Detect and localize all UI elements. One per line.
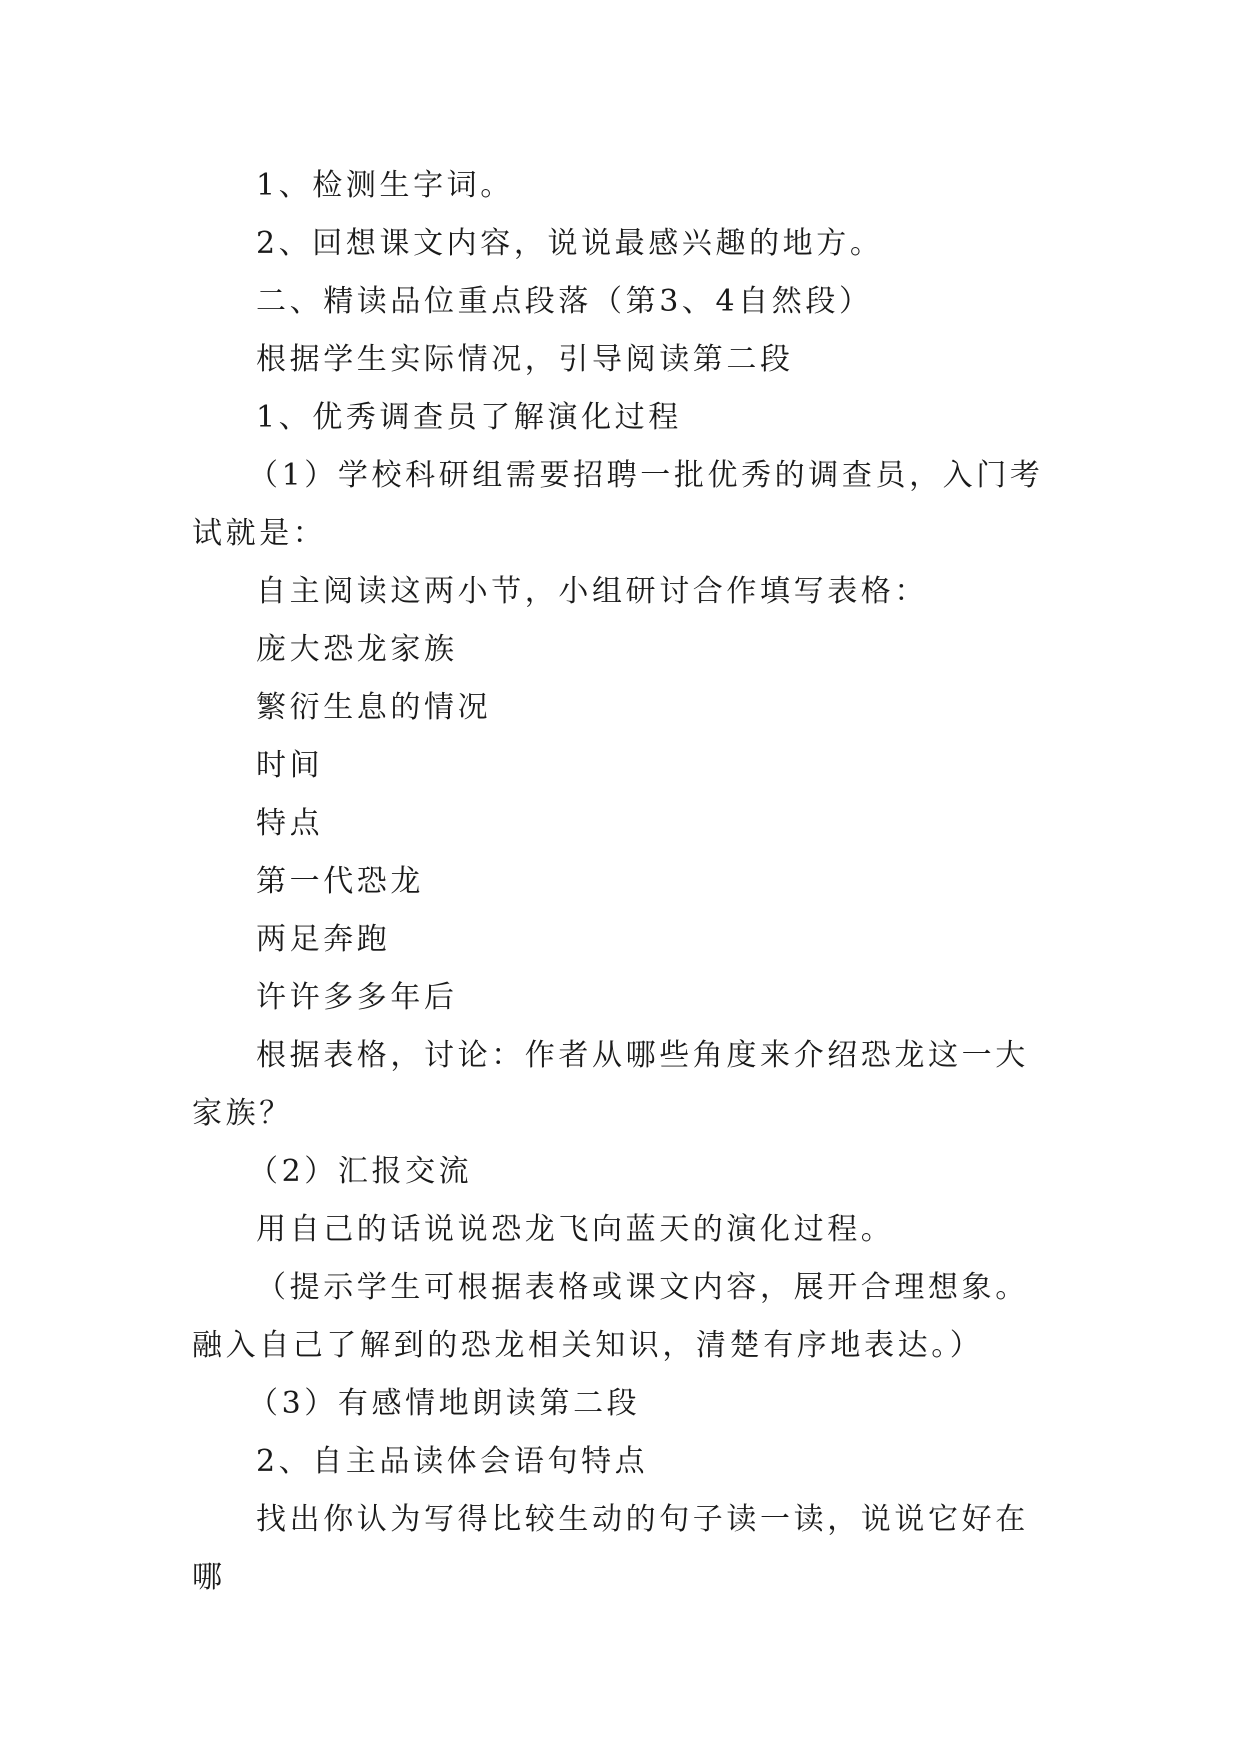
table-item-5: 第一代恐龙	[256, 864, 424, 899]
paragraph-6: 自主阅读这两小节，小组研讨合作填写表格：	[256, 574, 928, 609]
paragraph-7: 根据表格，讨论：作者从哪些角度来介绍恐龙这一大家族？	[192, 1038, 1029, 1131]
paragraph-4: 1、优秀调查员了解演化过程	[256, 400, 682, 435]
paragraph-11: （3）有感情地朗读第二段	[248, 1386, 641, 1421]
table-item-6: 两足奔跑	[256, 922, 391, 957]
table-item-1: 庞大恐龙家族	[256, 632, 458, 667]
paragraph-13: 找出你认为写得比较生动的句子读一读，说说它好在哪	[192, 1502, 1029, 1595]
paragraph-9: 用自己的话说说恐龙飞向蓝天的演化过程。	[256, 1212, 895, 1247]
paragraph-5: （1）学校科研组需要招聘一批优秀的调查员，入门考试就是：	[192, 458, 1044, 551]
table-item-4: 特点	[256, 806, 324, 841]
table-item-3: 时间	[256, 748, 324, 783]
section-heading-2: 二、精读品位重点段落（第3、4自然段）	[256, 284, 873, 319]
paragraph-12: 2、自主品读体会语句特点	[256, 1444, 649, 1479]
paragraph-1: 1、检测生字词。	[256, 168, 514, 203]
paragraph-3: 根据学生实际情况，引导阅读第二段	[256, 342, 794, 377]
paragraph-8: （2）汇报交流	[248, 1154, 473, 1189]
table-item-7: 许许多多年后	[256, 980, 458, 1015]
table-item-2: 繁衍生息的情况	[256, 690, 492, 725]
paragraph-2: 2、回想课文内容，说说最感兴趣的地方。	[256, 226, 884, 261]
paragraph-10: （提示学生可根据表格或课文内容，展开合理想象。融入自己了解到的恐龙相关知识，清楚有序地表达。）	[192, 1270, 1029, 1363]
